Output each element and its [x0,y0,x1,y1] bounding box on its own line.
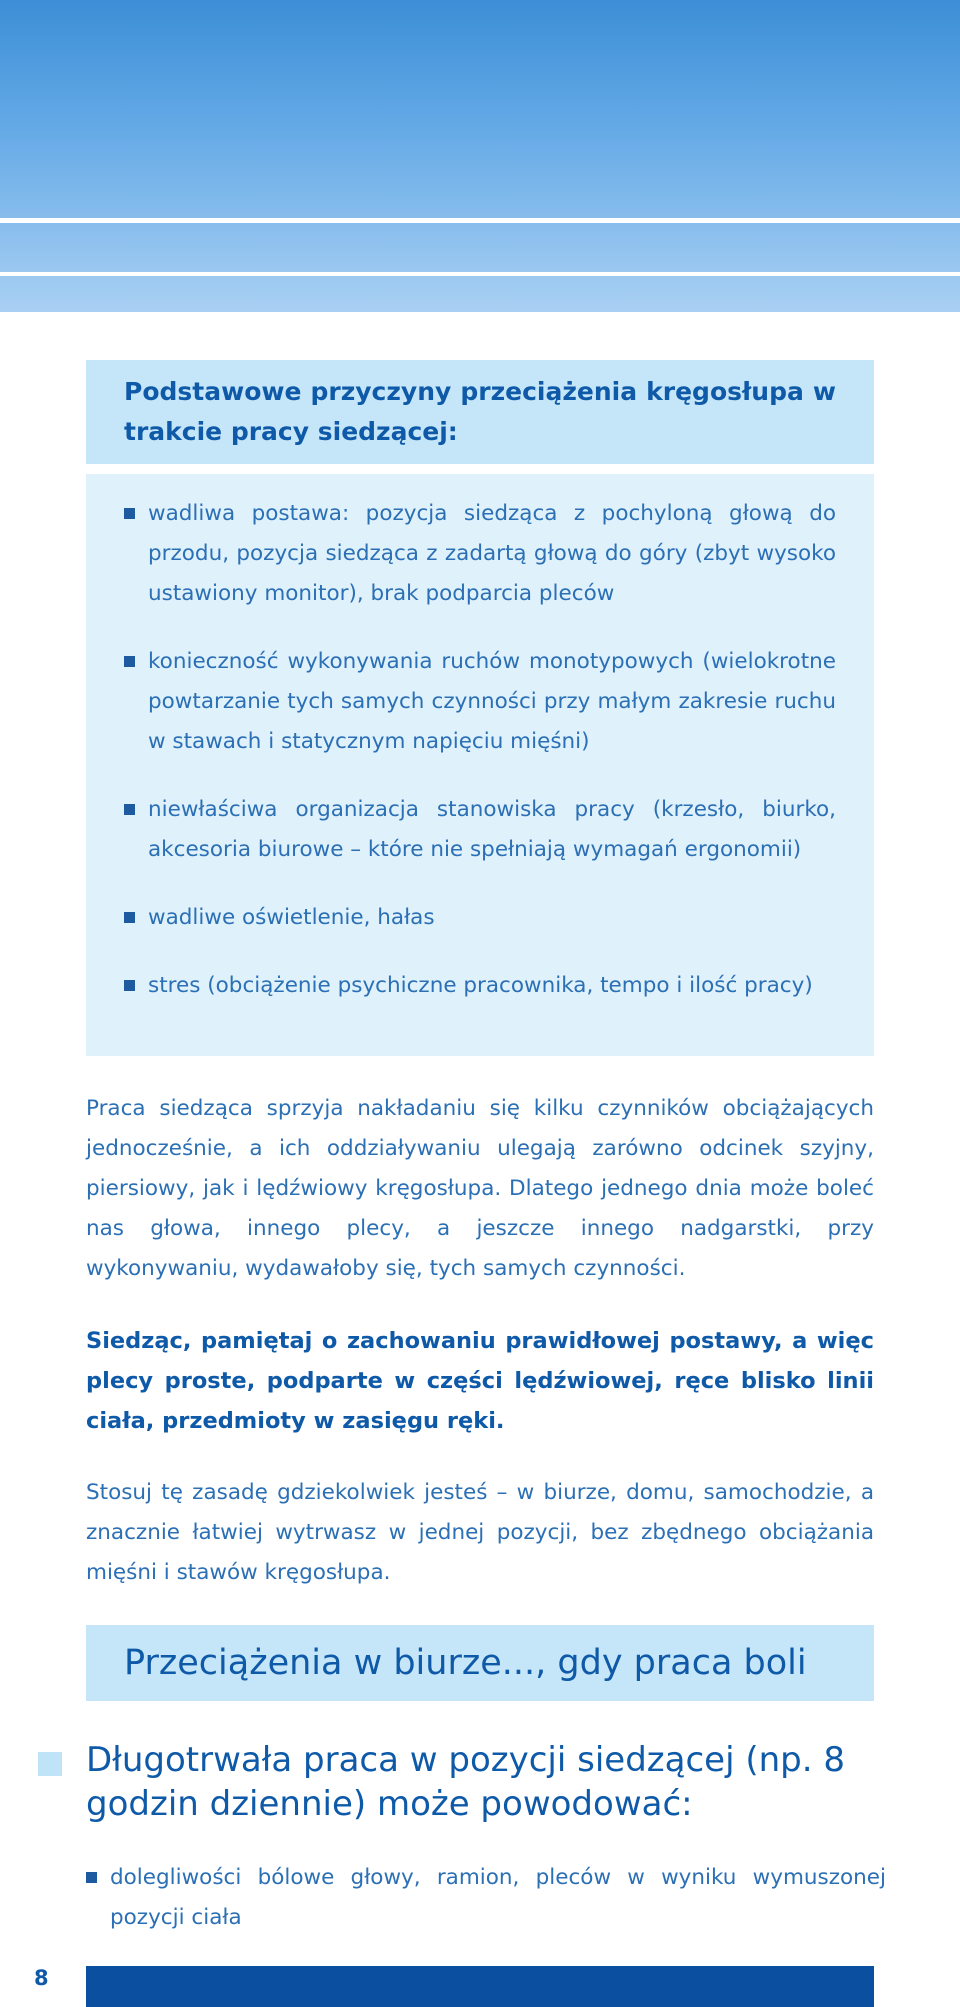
section-title-bar [86,1625,874,1701]
list-item [124,494,836,614]
causes-list [124,494,836,1006]
list-item [124,966,836,1006]
list-item [124,898,836,938]
body-paragraph-3: Stosuj tę zasadę gdziekolwiek jesteś – w biurze, domu, samochodzie, a znacznie łatwiej wytrwasz w jednej pozycji, bez zbędnego obciążania mięśni i stawów kręgosłupa. [86,1480,874,1585]
square-bullet-icon [124,912,135,923]
square-bullet-icon [124,508,135,519]
square-bullet-icon [86,1872,97,1883]
effects-list [86,1858,886,1938]
causes-box [86,474,874,1056]
list-item-text: niewłaściwa organizacja stanowiska pracy (krzesło, biurko, akcesoria biurowe – które nie spełniają wymagań ergonomii) [148,797,836,862]
list-item [86,1858,886,1938]
list-item-text: konieczność wykonywania ruchów monotypowych (wielokrotne powtarzanie tych samych czynności przy małym zakresie ruchu w stawach i statycznym napięciu mięśni) [148,649,836,754]
list-item-text: wadliwa postawa: pozycja siedząca z pochyloną głową do przodu, pozycja siedząca z zadartą głową do góry (zbyt wysoko ustawiony monitor), brak podparcia pleców [148,501,836,606]
square-bullet-icon [124,804,135,815]
page-number: 8 [34,1966,49,1990]
list-item [124,790,836,870]
list-item [124,642,836,762]
section-title: Przeciążenia w biurze..., gdy praca boli [124,1643,807,1683]
causes-box-title [86,360,874,464]
header-band [0,0,960,312]
body-paragraph-bold: Siedząc, pamiętaj o zachowaniu prawidłowej postawy, a więc plecy proste, podparte w części lędźwiowej, ręce blisko linii ciała, przedmioty w zasięgu ręki. [86,1328,874,1434]
square-bullet-icon [124,656,135,667]
header-stripe-upper [0,218,960,223]
list-item-text: stres (obciążenie psychiczne pracownika, tempo i ilość pracy) [148,973,813,998]
list-item-text: dolegliwości bólowe głowy, ramion, pleców w wyniku wymuszonej pozycji ciała [110,1865,886,1930]
causes-title: Podstawowe przyczyny przeciążenia kręgosłupa w trakcie pracy siedzącej: [124,377,836,446]
subheading: Długotrwała praca w pozycji siedzącej (np. 8 godzin dziennie) może powodować: [86,1740,845,1824]
list-item-text: wadliwe oświetlenie, hałas [148,905,435,930]
body-paragraph-1: Praca siedząca sprzyja nakładaniu się kilku czynników obciążających jednocześnie, a ich oddziaływaniu ulegają zarówno odcinek szyjny, piersiowy, jak i lędźwiowy kręgosłupa. Dlatego jednego dnia może boleć nas głowa, innego plecy, a jeszcze innego nadgarstki, przy wykonywaniu, wydawałoby się, tych samych czynności. [86,1096,874,1281]
footer-bar [86,1966,874,2007]
square-bullet-icon [124,980,135,991]
square-marker-icon [38,1752,62,1776]
header-stripe-lower [0,272,960,276]
